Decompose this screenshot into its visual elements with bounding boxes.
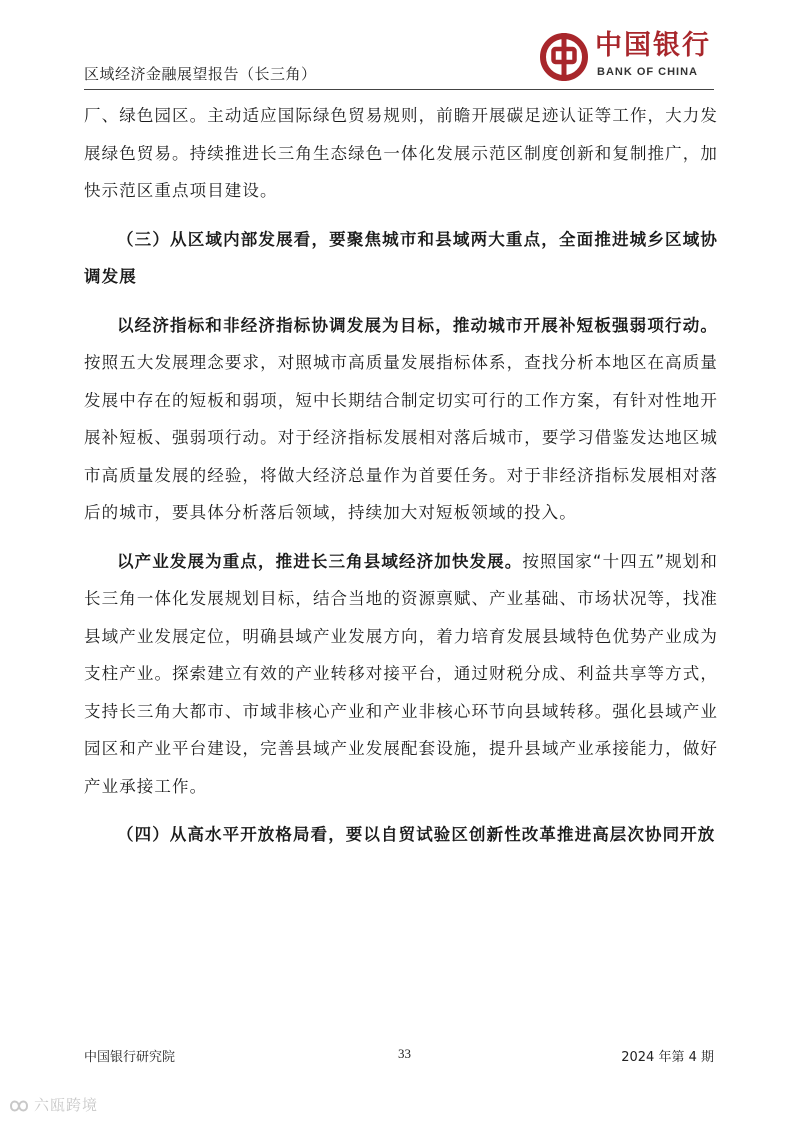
document-body: [84, 97, 718, 854]
watermark-text: 六瓯跨境: [34, 1096, 99, 1114]
bank-of-china-logo-icon: [539, 32, 589, 82]
page-footer: [84, 1046, 714, 1066]
bank-logo: [539, 28, 714, 86]
paragraph-lead-county: 以产业发展为重点，推进长三角县域经济加快发展。: [117, 551, 523, 571]
paragraph-lead-city: 以经济指标和非经济指标协调发展为目标，推动城市开展补短板强弱项行动。: [117, 315, 718, 335]
report-title: 区域经济金融展望报告（长三角）: [84, 65, 317, 83]
logo-chinese-text: 中国银行: [595, 30, 711, 61]
paragraph-city-development: [84, 307, 718, 532]
section-heading-4: （四）从高水平开放格局看，要以自贸试验区创新性改革推进高层次协同开放: [117, 825, 716, 844]
logo-english-text: BANK OF CHINA: [597, 66, 698, 78]
watermark-logo-icon: [8, 1097, 30, 1115]
watermark: [8, 1094, 98, 1115]
page-header: [84, 28, 714, 90]
footer-issue: 2024 年第 4 期: [621, 1050, 714, 1065]
paragraph-county-economy: [84, 543, 718, 806]
paragraph-green-trade: 厂、绿色园区。主动适应国际绿色贸易规则，前瞻开展碳足迹认证等工作，大力发展绿色贸易。持续推进长三角生态绿色一体化发展示范区制度创新和复制推广，加快示范区重点项目建设。: [84, 106, 718, 200]
header-divider: [84, 89, 714, 90]
paragraph-body-city: 按照五大发展理念要求，对照城市高质量发展指标体系，查找分析本地区在高质量发展中存在的短板和弱项，短中长期结合制定切实可行的工作方案，有针对性地开展补短板、强弱项行动。对于经济指标发展相对落后城市，要学习借鉴发达地区城市高质量发展的经验，将做大经济总量作为首要任务。对于非经济指标发展相对落后的城市，要具体分析落后领域，持续加大对短板领域的投入。: [84, 353, 718, 522]
paragraph-body-county: 按照国家“十四五”规划和长三角一体化发展规划目标，结合当地的资源禀赋、产业基础、市场状况等，找准县域产业发展定位，明确县域产业发展方向，着力培育发展县域特色优势产业成为支柱产业。探索建立有效的产业转移对接平台，通过财税分成、利益共享等方式，支持长三角大都市、市域非核心产业和产业非核心环节向县域转移。强化县域产业园区和产业平台建设，完善县域产业发展配套设施，提升县域产业承接能力，做好产业承接工作。: [84, 551, 718, 796]
footer-institute: 中国银行研究院: [84, 1050, 176, 1065]
page-number: 33: [398, 1046, 411, 1061]
section-heading-3: （三）从区域内部发展看，要聚焦城市和县域两大重点，全面推进城乡区域协调发展: [84, 229, 718, 286]
